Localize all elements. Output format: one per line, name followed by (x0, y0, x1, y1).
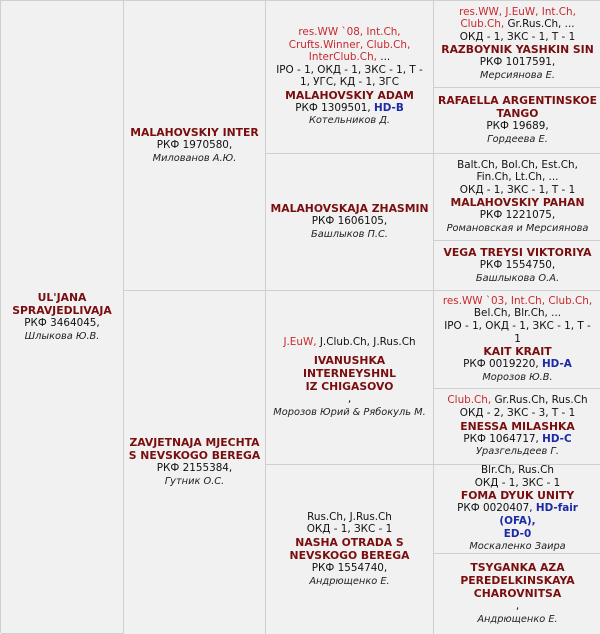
ddd-owner: Андрющенко Е. (477, 614, 558, 625)
pedigree-dam-sire (266, 291, 434, 465)
pedigree-dds (434, 465, 600, 554)
dd-owner: Андрющенко Е. (309, 575, 390, 587)
pedigree-subject (1, 1, 124, 634)
ddd-name[interactable]: TSYGANKA AZA PEREDELKINSKAYA CHAROVNITSA (460, 561, 575, 601)
pedigree-ssd (434, 88, 600, 154)
dsd-titles-black: Gr.Rus.Ch, Rus.Ch ОКД - 2, ЗКС - 3, Т - 1 (459, 394, 588, 419)
dam-owner: Гутник О.С. (164, 476, 225, 487)
dss-reg-line (463, 358, 572, 371)
dss-hd: HD-A (541, 358, 572, 371)
sds-reg: РКФ 1221075, (479, 209, 556, 222)
dsd-owner: Уразгельдеев Г. (476, 446, 559, 458)
sss-titles (459, 6, 576, 44)
pedigree-dam-dam (266, 465, 434, 634)
dds-hd: HD-fair (OFA), ED-0 (499, 502, 578, 540)
sds-owner: Романовская и Мерсиянова (446, 222, 589, 234)
sd-reg: РКФ 1606105, (311, 215, 388, 228)
sss-owner: Мерсиянова Е. (480, 69, 555, 81)
ddd-reg: , (515, 600, 520, 613)
pedigree-sire-sire (266, 1, 434, 154)
pedigree-ddd (434, 554, 600, 634)
dsd-titles (447, 394, 587, 419)
dsd-titles-red: Club.Ch, (447, 394, 492, 407)
sire-reg: РКФ 1970580, (156, 138, 233, 151)
dd-titles: Rus.Ch, J.Rus.Ch ОКД - 1, ЗКС - 1 (306, 510, 393, 536)
dds-owner: Москаленко Заира (469, 541, 566, 553)
ds-titles-red: J.EuW, (283, 335, 317, 348)
dam-name[interactable]: ZAVJETNAJA MJECHTA S NEVSKOGO BEREGA (128, 436, 261, 463)
sdd-reg: РКФ 1554750, (479, 258, 556, 271)
pedigree-sss (434, 1, 600, 88)
dds-reg-line (438, 502, 597, 540)
subject-reg: РКФ 3464045, (24, 316, 100, 329)
sss-titles-black: Gr.Rus.Ch, ... ОКД - 1, ЗКС - 1, Т - 1 (459, 18, 576, 43)
ds-titles (283, 336, 415, 349)
pedigree-dam (124, 291, 266, 634)
ds-owner: Морозов Юрий & Рябокуль М. (273, 406, 426, 418)
pedigree-sire (124, 1, 266, 291)
sdd-name[interactable]: VEGA TREYSI VIKTORIYA (443, 245, 592, 259)
dss-reg: РКФ 0019220, (463, 358, 539, 371)
sss-titles-red: res.WW, J.EuW, Int.Ch, Club.Ch, (459, 5, 576, 31)
ss-hd: HD-B (374, 101, 404, 114)
ss-reg-line (295, 102, 404, 115)
sdd-owner: Башлыкова О.А. (475, 272, 560, 284)
ssd-name[interactable]: RAFAELLA ARGENTINSKOE TANGO (438, 94, 597, 121)
subject-name[interactable]: UL'JANA SPRAVJEDLIVAJA (12, 290, 112, 317)
ss-reg: РКФ 1309501, (295, 101, 371, 114)
dds-name[interactable]: FOMA DYUK UNITY (460, 489, 575, 503)
ds-name[interactable]: IVANUSHKA INTERNEYSHNL IZ CHIGASOVO (302, 354, 397, 394)
dds-titles: Blr.Ch, Rus.Ch ОКД - 1, ЗКС - 1 (474, 464, 561, 489)
ds-reg: , (347, 393, 352, 406)
ssd-owner: Гордеева Е. (487, 134, 548, 145)
dd-reg: РКФ 1554740, (311, 562, 388, 574)
sss-name[interactable]: RAZBOYNIK YASHKIN SIN (441, 43, 594, 57)
ss-titles (289, 26, 411, 64)
sds-name[interactable]: MALAHOVSKIY PAHAN (450, 196, 585, 210)
dsd-hd: HD-C (542, 432, 572, 445)
pedigree-dsd (434, 389, 600, 465)
dsd-name[interactable]: ENESSA MILASHKA (460, 419, 575, 433)
dds-reg: РКФ 0020407, (457, 502, 533, 515)
sss-reg: РКФ 1017591, (479, 56, 556, 69)
ss-owner: Котельников Д. (308, 115, 391, 127)
sire-owner: Милованов А.Ю. (152, 152, 237, 164)
dsd-reg: РКФ 1064717, (463, 432, 539, 445)
sd-name[interactable]: MALAHOVSKAJA ZHASMIN (270, 202, 429, 216)
sire-name[interactable]: MALAHOVSKIY INTER (130, 125, 259, 139)
sd-owner: Башлыков П.С. (311, 229, 388, 240)
ss-name[interactable]: MALAHOVSKIY ADAM (285, 88, 414, 102)
dss-titles (443, 295, 592, 345)
dss-titles-red: res.WW `03, Int.Ch, Club.Ch, (442, 294, 593, 307)
pedigree-sire-dam (266, 154, 434, 291)
dss-owner: Морозов Ю.В. (482, 371, 553, 383)
ssd-reg: РКФ 19689, (486, 120, 549, 133)
dam-reg: РКФ 2155384, (156, 462, 233, 475)
ss-titles-red: res.WW `08, Int.Ch, Crufts.Winner, Club.Ch, InterClub.Ch, (288, 25, 411, 64)
ss-titles-tail: ... (376, 51, 391, 64)
dss-name[interactable]: KAIT KRAIT (483, 345, 552, 359)
subject-owner: Шлыкова Ю.В. (24, 330, 100, 342)
ds-titles-black: J.Club.Ch, J.Rus.Ch (316, 335, 416, 348)
sds-titles: Balt.Ch, Bol.Ch, Est.Ch, Fin.Ch, Lt.Ch, ... ОКД - 1, ЗКС - 1, Т - 1 (457, 158, 578, 196)
dsd-reg-line (463, 433, 571, 446)
dss-titles-black: Bel.Ch, Blr.Ch, ... IPO - 1, ОКД - 1, ЗКС - 1, Т - 1 (444, 307, 591, 345)
pedigree-sdd (434, 241, 600, 291)
ss-titles-black: IPO - 1, ОКД - 1, ЗКС - 1, Т - 1, УГС, КД - 1, ЗГС (276, 63, 423, 89)
pedigree-dss (434, 291, 600, 389)
dd-name[interactable]: NASHA OTRADA S NEVSKOGO BEREGA (289, 536, 410, 562)
pedigree-sds (434, 154, 600, 241)
